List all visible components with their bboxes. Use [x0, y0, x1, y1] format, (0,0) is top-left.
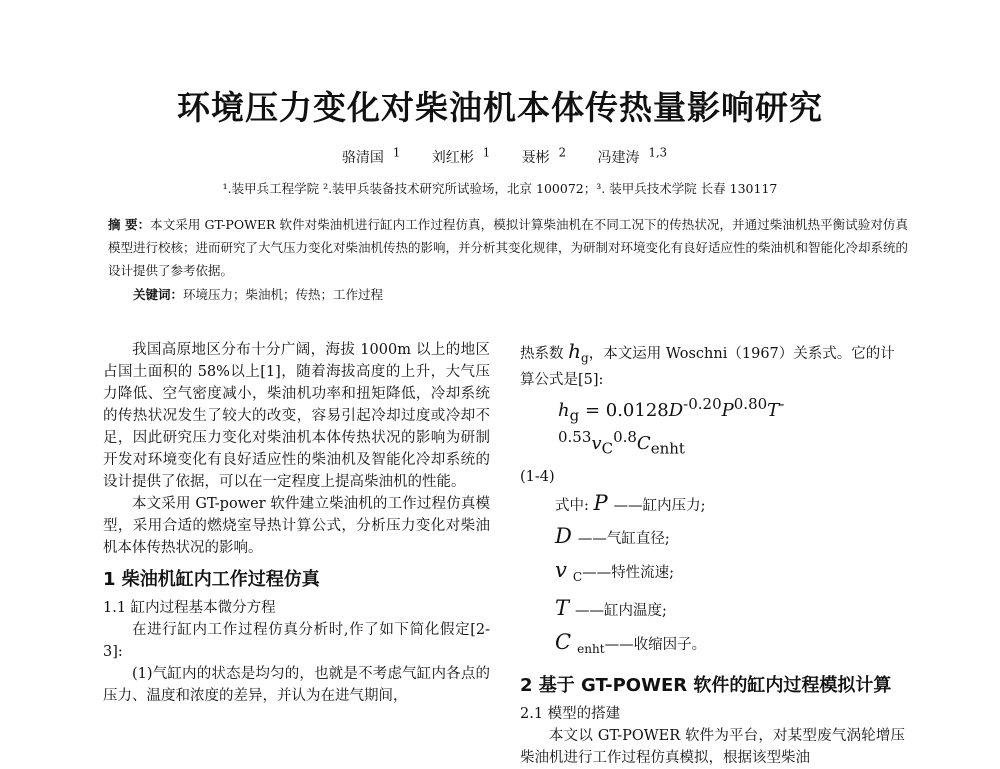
- author-affil-mark: 1,3: [648, 145, 668, 159]
- formula-C: C: [636, 433, 651, 455]
- keywords-text: 环境压力；柴油机；传热；工作过程: [183, 287, 384, 302]
- abstract-text: 本文采用 GT-POWER 软件对柴油机进行缸内工作过程仿真，模拟计算柴油机在不同工况下的传热状况，并通过柴油机热平衡试验对仿真模型进行校核；进而研究了大气压力变化对柴油机传热的影响，并分析其变化规律，为研制对环境变化有良好适应性的柴油机和智能化冷却系统的设计提供了参考依据。: [108, 217, 909, 278]
- formula-exp: -0.53: [558, 394, 785, 447]
- right-column: [520, 340, 905, 769]
- author-name: 冯建涛: [597, 149, 640, 166]
- author-affil-mark: 1: [392, 145, 401, 159]
- formula-v: v: [591, 433, 602, 455]
- formula-exp: -0.20: [683, 394, 722, 413]
- affiliations: ¹.装甲兵工程学院 ².装甲兵装备技术研究所试验场，北京 100072；³. 装甲兵技术学院 长春 130117: [222, 181, 778, 196]
- text-span: ，本文运用 Woschni（1967）关系式。它的计算公式是[5]:: [520, 346, 895, 388]
- var-symbol: C: [555, 629, 572, 654]
- var-desc: ——缸内压力;: [613, 498, 706, 515]
- formula-sub: g: [569, 406, 580, 425]
- formula-constant: = 0.0128: [584, 399, 669, 421]
- body-paragraph: 我国高原地区分布十分广阔，海拔 1000m 以上的地区占国土面积的 58%以上[1]，随着海拔高度的上升，大气压力降低、空气密度减小，柴油机功率和扭矩降低，冷却系统的传热状况发生了较大的改变，容易引起冷却过度或冷却不足，因此研究压力变化对柴油机本体传热状况的影响为研制开发对环境变化有良好适应性的柴油机及智能化冷却系统的设计提供了依据，可以在一定程度上提高柴油机的性能。: [103, 342, 490, 490]
- author-name: 刘红彬: [431, 149, 474, 166]
- left-column: [103, 339, 490, 707]
- var-symbol: D: [555, 524, 572, 549]
- author: [423, 145, 491, 166]
- formula-D: D: [668, 399, 684, 421]
- formula-P: P: [721, 399, 734, 421]
- var-desc: ——收缩因子。: [604, 636, 707, 653]
- author: [589, 145, 668, 166]
- equation-number: (1-4): [520, 469, 555, 486]
- var-symbol: P: [593, 491, 608, 516]
- var-desc: ——气缸直径;: [577, 531, 670, 548]
- var-symbol: v: [555, 558, 567, 583]
- var-sub: C: [572, 569, 583, 584]
- variable-row: [555, 627, 905, 665]
- author-affil-mark: 2: [558, 145, 567, 159]
- formula-exp: 0.80: [733, 394, 768, 413]
- section-heading: 2 基于 GT-POWER 软件的缸内过程模拟计算: [520, 674, 892, 696]
- body-paragraph: 本文以 GT-POWER 软件为平台，对某型废气涡轮增压柴油机进行工作过程仿真模拟，根据该型柴油: [520, 727, 905, 766]
- section-heading: 1 柴油机缸内工作过程仿真: [103, 569, 320, 590]
- abstract: [108, 213, 908, 282]
- author-name: 骆清国: [341, 149, 384, 166]
- body-paragraph: (1)气缸内的状态是均匀的，也就是不考虑气缸内各点的压力、温度和浓度的差异，并认为在进气期间，: [103, 666, 490, 704]
- author: [513, 145, 567, 166]
- var-desc: ——缸内温度;: [575, 602, 667, 619]
- author-name: 聂彬: [521, 149, 550, 166]
- where-label: 式中:: [555, 498, 589, 515]
- variable-row: [555, 555, 905, 593]
- where-line: [555, 488, 905, 521]
- formula-sub: enht: [650, 440, 685, 459]
- var-sub: enht: [577, 641, 605, 656]
- body-paragraph: 在进行缸内工作过程仿真分析时,作了如下简化假定[2-3]:: [103, 622, 490, 660]
- keywords: [133, 285, 383, 303]
- body-paragraph: 本文采用 GT-power 软件建立柴油机的工作过程仿真模型，采用合适的燃烧室导热计算公式，分析压力变化对柴油机本体传热状况的影响。: [103, 496, 490, 556]
- var-symbol: T: [555, 595, 570, 620]
- formula-sub: C: [601, 440, 614, 459]
- author-list: [0, 145, 1000, 167]
- abstract-label: 摘 要：: [108, 217, 151, 232]
- text-span: 热系数: [520, 346, 564, 362]
- formula-exp: 0.8: [613, 428, 637, 447]
- subsection-heading: 1.1 缸内过程基本微分方程: [103, 600, 276, 616]
- paper-title: 环境压力变化对柴油机本体传热量影响研究: [177, 88, 823, 127]
- variable-row: [555, 593, 905, 627]
- formula-T: T: [767, 399, 780, 421]
- variable-row: [555, 521, 905, 555]
- author: [333, 145, 401, 166]
- keywords-label: 关键词：: [133, 287, 184, 302]
- author-affil-mark: 1: [482, 145, 491, 159]
- body-paragraph: [520, 340, 905, 391]
- formula-h: h: [558, 399, 570, 421]
- var-desc: ——特性流速;: [582, 565, 675, 582]
- woschni-formula: [558, 393, 905, 460]
- symbol-h: h: [568, 339, 581, 363]
- subsection-heading: 2.1 模型的搭建: [520, 705, 621, 722]
- symbol-subscript: g: [581, 350, 589, 365]
